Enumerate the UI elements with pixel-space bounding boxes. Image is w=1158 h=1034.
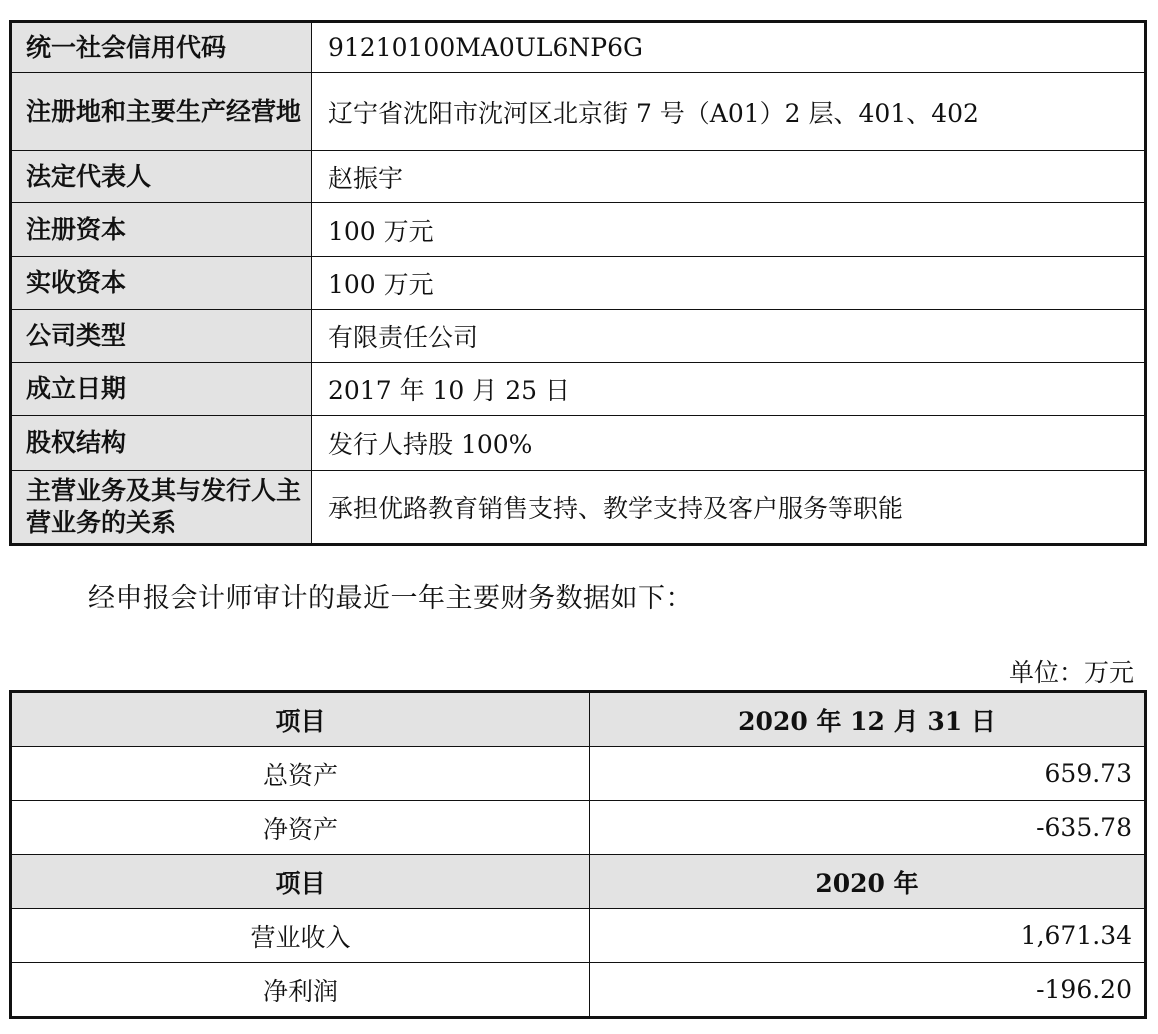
row-item: 总资产 xyxy=(11,747,590,801)
info-row-credit-code xyxy=(11,22,1146,73)
row-value: 1,671.34 xyxy=(590,909,1146,963)
info-label: 主营业务及其与发行人主营业务的关系 xyxy=(11,471,312,545)
row-value: -635.78 xyxy=(590,801,1146,855)
row-value: 659.73 xyxy=(590,747,1146,801)
info-label: 注册资本 xyxy=(11,203,312,257)
table-header-row xyxy=(11,855,1146,909)
info-row-legal-rep xyxy=(11,151,1146,203)
info-label: 注册地和主要生产经营地 xyxy=(11,73,312,151)
table-row-revenue xyxy=(11,909,1146,963)
info-row-company-type xyxy=(11,310,1146,363)
info-value: 91210100MA0UL6NP6G xyxy=(312,22,1146,73)
table-header-row xyxy=(11,692,1146,747)
info-label: 股权结构 xyxy=(11,416,312,471)
info-row-equity-structure xyxy=(11,416,1146,471)
info-value: 100 万元 xyxy=(312,203,1146,257)
info-row-established-date xyxy=(11,363,1146,416)
info-value: 赵振宇 xyxy=(312,151,1146,203)
info-row-registered-capital xyxy=(11,203,1146,257)
info-value: 辽宁省沈阳市沈河区北京街 7 号（A01）2 层、401、402 xyxy=(312,73,1146,151)
row-value: -196.20 xyxy=(590,963,1146,1018)
info-value: 100 万元 xyxy=(312,257,1146,310)
table-row-net-assets xyxy=(11,801,1146,855)
info-row-paid-capital xyxy=(11,257,1146,310)
info-value: 承担优路教育销售支持、教学支持及客户服务等职能 xyxy=(312,471,1146,545)
info-value: 2017 年 10 月 25 日 xyxy=(312,363,1146,416)
table-row-net-profit xyxy=(11,963,1146,1018)
table-row-total-assets xyxy=(11,747,1146,801)
financial-data-table xyxy=(9,690,1147,1019)
company-info-table xyxy=(9,20,1147,546)
info-row-main-business xyxy=(11,471,1146,545)
info-label: 法定代表人 xyxy=(11,151,312,203)
info-value: 发行人持股 100% xyxy=(312,416,1146,471)
info-row-address xyxy=(11,73,1146,151)
info-label: 成立日期 xyxy=(11,363,312,416)
info-label: 实收资本 xyxy=(11,257,312,310)
header-item: 项目 xyxy=(11,692,590,747)
row-item: 净利润 xyxy=(11,963,590,1018)
info-label: 统一社会信用代码 xyxy=(11,22,312,73)
unit-label: 单位：万元 xyxy=(1008,658,1134,687)
header-date: 2020 年 12 月 31 日 xyxy=(590,692,1146,747)
row-item: 净资产 xyxy=(11,801,590,855)
header-year: 2020 年 xyxy=(590,855,1146,909)
intro-paragraph: 经申报会计师审计的最近一年主要财务数据如下： xyxy=(88,583,693,614)
row-item: 营业收入 xyxy=(11,909,590,963)
header-item: 项目 xyxy=(11,855,590,909)
info-value: 有限责任公司 xyxy=(312,310,1146,363)
info-label: 公司类型 xyxy=(11,310,312,363)
